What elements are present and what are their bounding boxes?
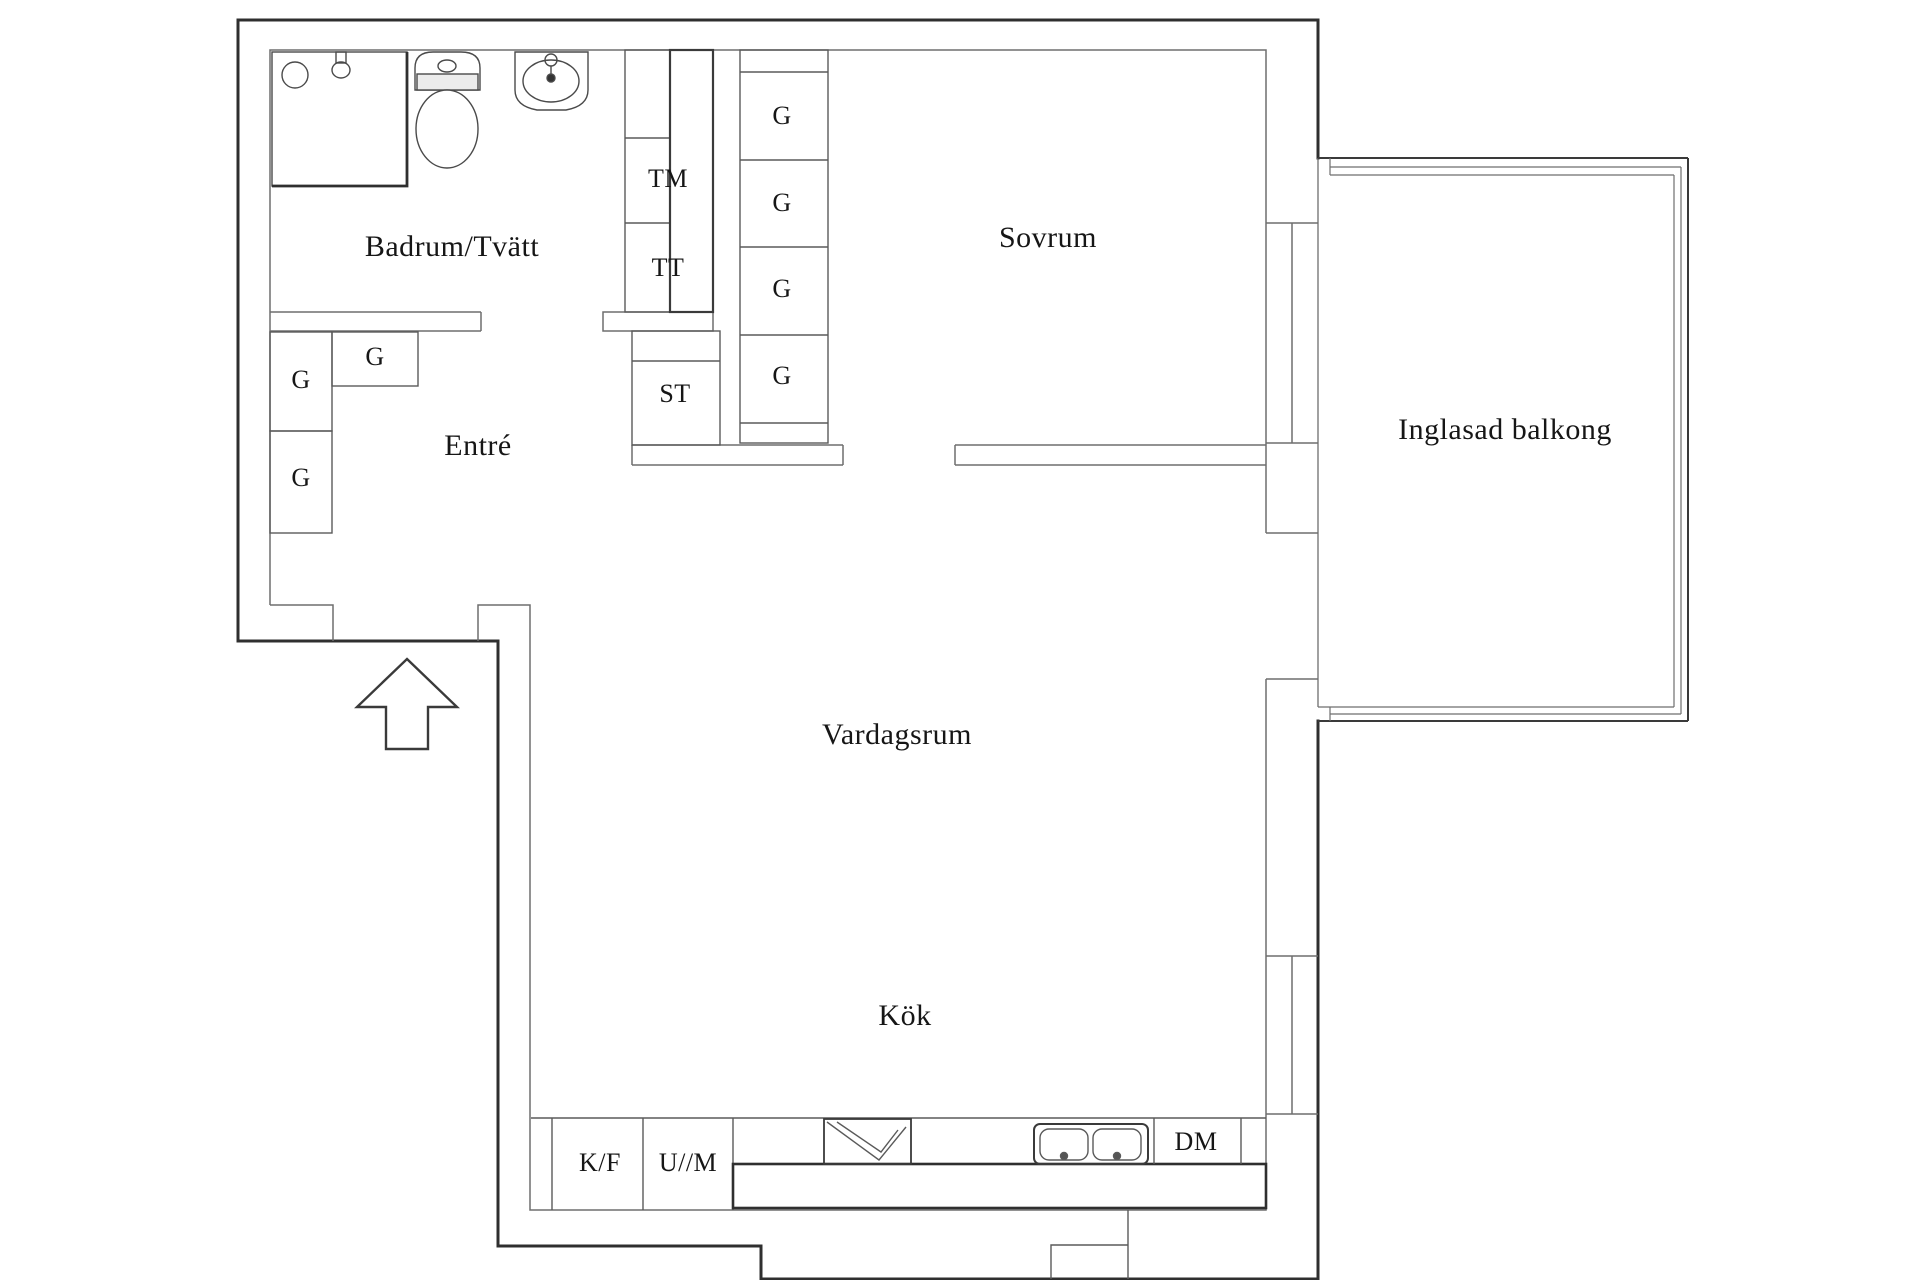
label-fridge-freezer: K/F <box>579 1148 621 1177</box>
label-tumble-dryer: TT <box>651 253 685 282</box>
bedroom-south-wall <box>632 445 1266 465</box>
stove-icon <box>824 1119 911 1164</box>
toilet-icon <box>415 52 480 168</box>
room-label-living-room: Vardagsrum <box>822 718 972 751</box>
label-cleaning-closet: ST <box>659 379 691 408</box>
bathroom-fixtures <box>272 52 588 186</box>
label-wardrobe-bedroom-2: G <box>772 188 792 217</box>
label-wardrobe-entry-1: G <box>291 365 311 394</box>
label-oven-microwave: U//M <box>658 1148 718 1177</box>
livingroom-window <box>1266 956 1318 1114</box>
bathroom-sink-icon <box>515 52 588 110</box>
label-wardrobe-entry-2: G <box>365 342 385 371</box>
shower-icon <box>272 52 407 186</box>
label-washing-machine: TM <box>648 164 688 193</box>
laundry-wall-bar <box>603 312 713 331</box>
cabinets <box>270 50 828 533</box>
kitchen-fittings <box>531 1118 1266 1279</box>
entrance-jamb-left <box>270 605 333 641</box>
right-wall-segments <box>1266 443 1318 956</box>
kitchen-counter <box>733 1164 1266 1208</box>
room-label-balcony: Inglasad balkong <box>1398 413 1612 446</box>
bathroom-south-wall <box>270 312 481 331</box>
bedroom-balcony-window <box>1266 223 1318 443</box>
label-wardrobe-entry-3: G <box>291 463 311 492</box>
inner-walls <box>270 50 1318 1210</box>
room-label-entry: Entré <box>444 429 512 462</box>
label-wardrobe-bedroom-4: G <box>772 361 792 390</box>
entrance-arrow-icon <box>357 659 457 749</box>
kitchen-sink-icon <box>1034 1124 1148 1164</box>
label-dishwasher: DM <box>1174 1127 1218 1156</box>
room-label-bedroom: Sovrum <box>998 221 1098 254</box>
bottom-wall-notch <box>1051 1210 1128 1279</box>
label-wardrobe-bedroom-1: G <box>772 101 792 130</box>
room-label-bathroom: Badrum/Tvätt <box>364 230 540 263</box>
room-label-kitchen: Kök <box>878 999 932 1032</box>
label-wardrobe-bedroom-3: G <box>772 274 792 303</box>
